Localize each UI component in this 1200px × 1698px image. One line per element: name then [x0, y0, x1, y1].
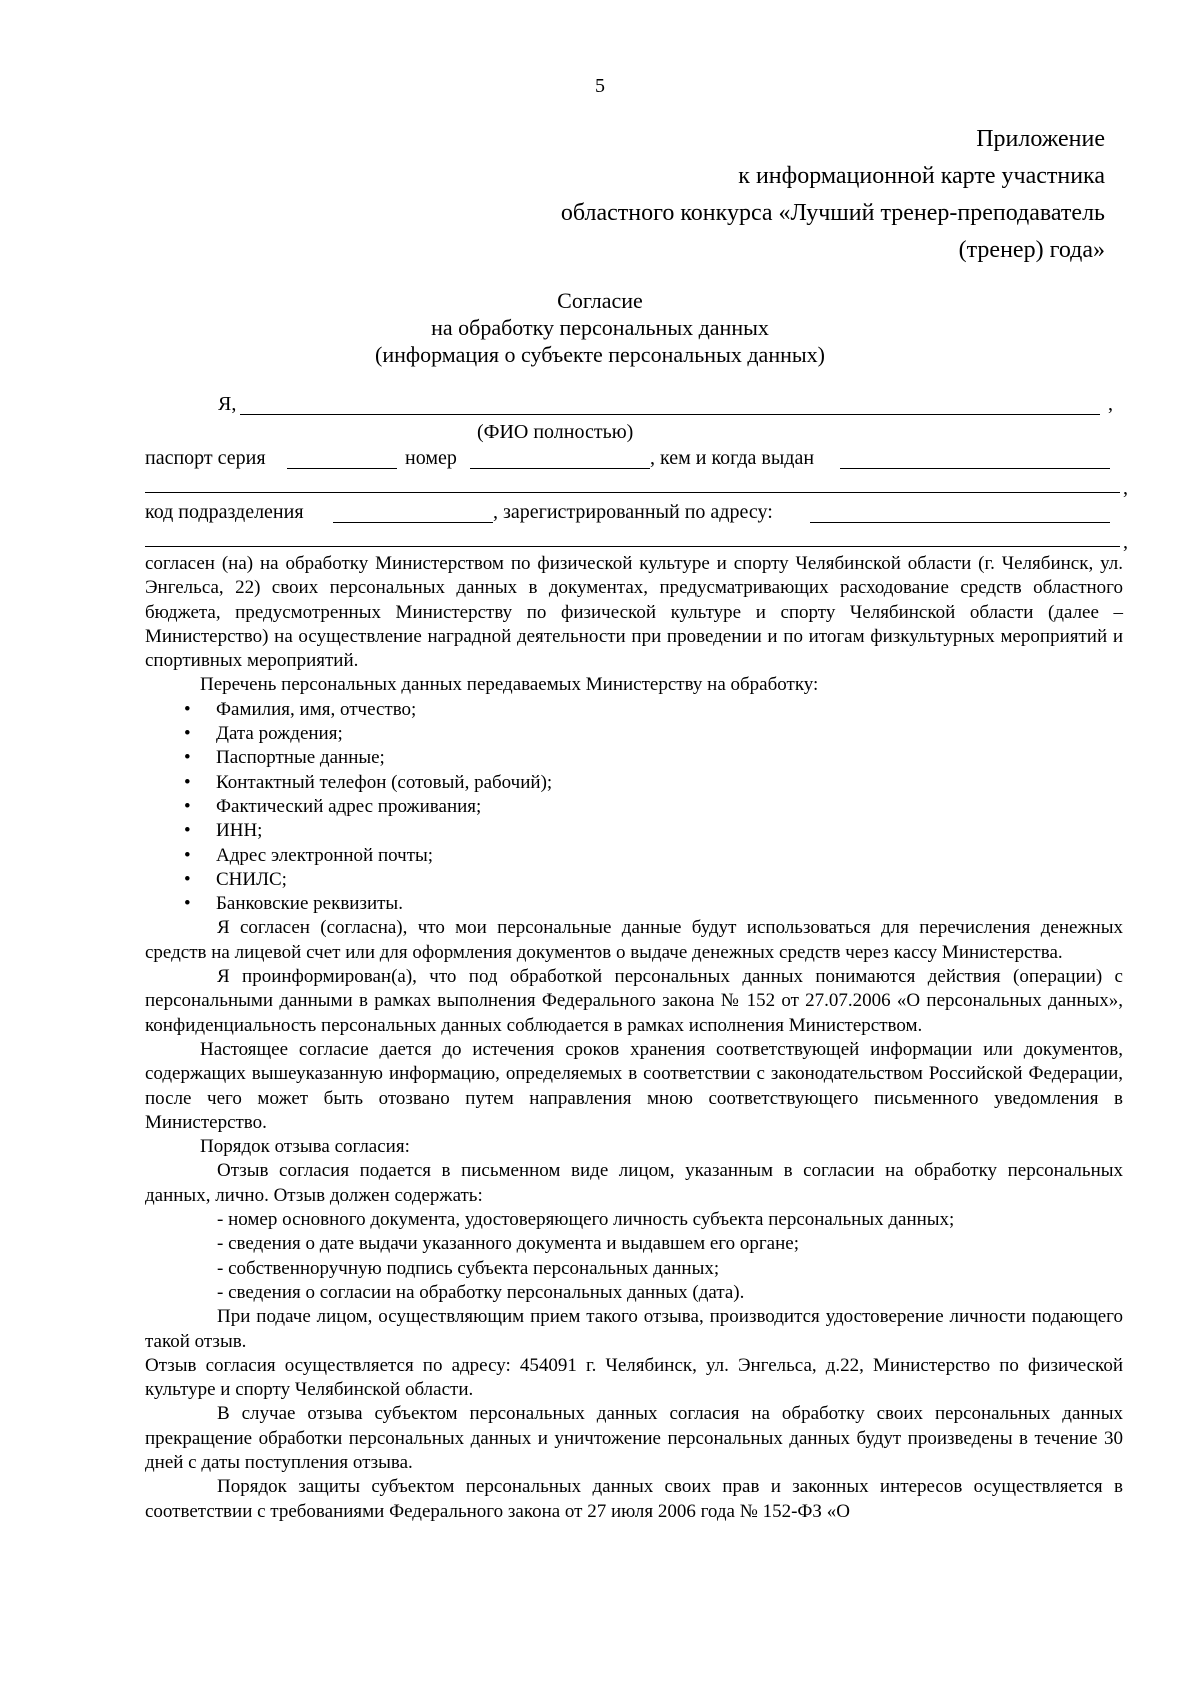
list-item: • Контактный телефон (сотовый, рабочий);: [145, 771, 1123, 795]
revocation-item: - номер основного документа, удостоверяющего личность субъекта персональных данных;: [217, 1209, 955, 1231]
protection-paragraph: Порядок защиты субъектом персональных данных своих прав и законных интересов осуществляется в соответствии с требованиями Федерального закона от 27 июля 2006 года № 152-ФЗ «О: [145, 1476, 1123, 1522]
bullet-icon: •: [184, 820, 191, 842]
revocation-paragraph: Отзыв согласия подается в письменном виде лицом, указанным в согласии на обработку персональных данных, лично. Отзыв должен содержать:: [145, 1160, 1123, 1206]
title-line: (информация о субъекте персональных данных): [375, 342, 825, 367]
list-item: • Банковские реквизиты.: [145, 892, 1123, 916]
passport-series-label: паспорт серия: [145, 447, 266, 469]
list-intro: Перечень персональных данных передаваемых Министерству на обработку:: [200, 674, 819, 696]
division-code-field[interactable]: [333, 522, 493, 523]
page-number: 5: [595, 75, 605, 97]
document-title: [0, 287, 1200, 368]
bullet-icon: •: [184, 868, 191, 890]
bullet-icon: •: [184, 893, 191, 915]
passport-issued-label: , кем и когда выдан: [650, 447, 815, 469]
list-item: • Фамилия, имя, отчество;: [145, 698, 1123, 722]
comma: ,: [1123, 477, 1128, 499]
bullet-icon: •: [184, 771, 191, 793]
passport-number-label: номер: [405, 447, 457, 469]
fio-field-line[interactable]: [240, 414, 1100, 415]
bullet-icon: •: [184, 723, 191, 745]
passport-issued-field[interactable]: [840, 468, 1110, 469]
revocation-item: - сведения о дате выдачи указанного документа и выдавшем его органе;: [217, 1233, 799, 1255]
ya-label: Я,: [218, 393, 237, 415]
registered-address-label: , зарегистрированный по адресу:: [493, 501, 773, 523]
appendix-line: к информационной карте участника: [738, 163, 1105, 189]
list-item: • Адрес электронной почты;: [145, 844, 1123, 868]
revocation-effect-paragraph: В случае отзыва субъектом персональных данных согласия на обработку своих персональных данных прекращение обработки персональных данных и уничтожение персональных данных будут произведены в течение 30 дней с даты поступления отзыва.: [145, 1403, 1123, 1473]
title-line: Согласие: [557, 288, 643, 313]
bullet-icon: •: [184, 747, 191, 769]
address-field-cont[interactable]: [145, 546, 1120, 547]
revocation-item: - сведения о согласии на обработку персональных данных (дата).: [217, 1281, 745, 1303]
consent-body: [145, 552, 1123, 1524]
informed-paragraph: Я проинформирован(а), что под обработкой персональных данных понимаются действия (операции) с персональными данными в рамках выполнения Федерального закона № 152 от 27.07.2006 «О персональных данных», конфиденциальность персональных данных соблюдается в рамках исполнения Министерством.: [145, 966, 1123, 1036]
fio-hint: (ФИО полностью): [477, 421, 634, 443]
identity-check-paragraph: При подаче лицом, осуществляющим прием такого отзыва, производится удостоверение личности подающего такой отзыв.: [145, 1306, 1123, 1352]
comma: ,: [1108, 393, 1113, 415]
validity-paragraph: Настоящее согласие дается до истечения сроков хранения соответствующей информации или документов, содержащих вышеуказанную информацию, определяемых в соответствии с законодательством Российской Федерации, после чего может быть отозвано путем направления мною соответствующего письменного уведомления в Министерство.: [145, 1038, 1123, 1133]
appendix-line: Приложение: [976, 126, 1105, 152]
address-field[interactable]: [810, 522, 1110, 523]
division-code-label: код подразделения: [145, 501, 304, 523]
revocation-heading: Порядок отзыва согласия:: [200, 1136, 410, 1158]
personal-data-list: [145, 698, 1123, 917]
passport-number-field[interactable]: [470, 468, 650, 469]
comma: ,: [1123, 531, 1128, 553]
consent-paragraph: согласен (на) на обработку Министерством по физической культуре и спорту Челябинской области (г. Челябинск, ул. Энгельса, 22) своих персональных данных в документах, предусматривающих расходование средств областного бюджета, предусмотренных Министерству по физической культуре и спорту Челябинской области (далее – Министерство) на осуществление наградной деятельности при проведении и по итогам физкультурных мероприятий и спортивных мероприятий.: [145, 553, 1123, 672]
title-line: на обработку персональных данных: [431, 315, 769, 340]
agree-usage-paragraph: Я согласен (согласна), что мои персональные данные будут использоваться для перечисления денежных средств на лицевой счет или для оформления документов о выдаче денежных средств через кассу Министерства.: [145, 917, 1123, 963]
passport-series-field[interactable]: [287, 468, 397, 469]
bullet-icon: •: [184, 795, 191, 817]
passport-issued-field-cont[interactable]: [145, 492, 1120, 493]
revocation-address-paragraph: Отзыв согласия осуществляется по адресу: 454091 г. Челябинск, ул. Энгельса, д.22, Министерство по физической культуре и спорту Челябинской области.: [145, 1354, 1123, 1401]
appendix-header: [561, 121, 1105, 269]
list-item: • Паспортные данные;: [145, 746, 1123, 770]
appendix-line: (тренер) года»: [958, 237, 1105, 263]
list-item: • Дата рождения;: [145, 722, 1123, 746]
bullet-icon: •: [184, 698, 191, 720]
list-item: • Фактический адрес проживания;: [145, 795, 1123, 819]
bullet-icon: •: [184, 844, 191, 866]
revocation-item: - собственноручную подпись субъекта персональных данных;: [217, 1257, 720, 1279]
appendix-line: областного конкурса «Лучший тренер-преподаватель: [560, 200, 1105, 226]
list-item: • СНИЛС;: [145, 868, 1123, 892]
list-item: • ИНН;: [145, 819, 1123, 843]
